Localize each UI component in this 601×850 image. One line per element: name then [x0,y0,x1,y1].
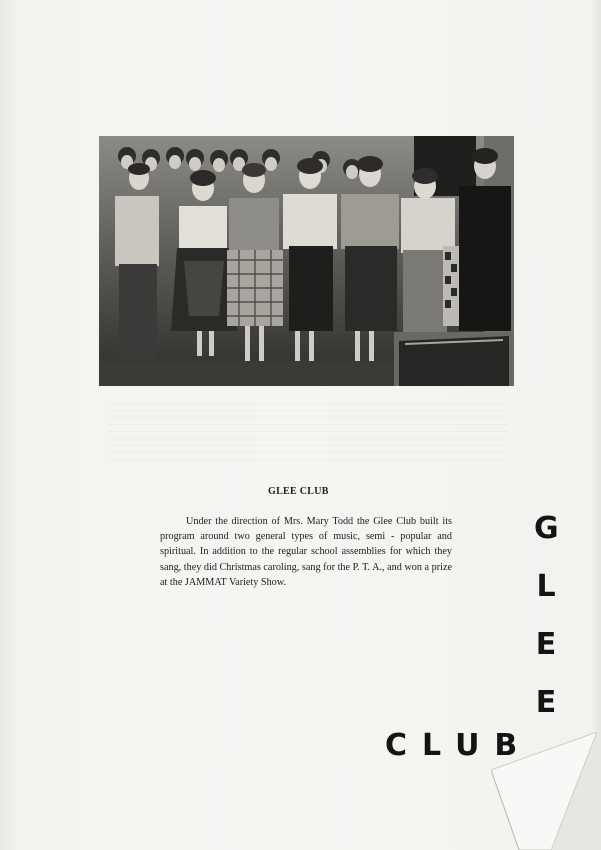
title-letter: L [536,569,556,604]
horizontal-title-club: CLUB [385,728,533,763]
title-letter: G [534,511,559,546]
bleed-through-text [108,400,508,460]
vertical-title-glee [534,500,558,732]
page-corner-fold [491,732,601,850]
glee-club-photo [99,136,514,386]
body-paragraph: Under the direction of Mrs. Mary Todd the Glee Club built its program around two general types of music, semi - popular and spiritual. In addition to the regular school assemblies for which they sang, they did Christmas caroling, sang for the P. T. A., and won a prize at the JAMMAT Variety Show. [160,516,452,588]
title-letter: E [535,627,557,662]
section-heading: GLEE CLUB [268,486,329,497]
title-letter: E [535,685,557,720]
